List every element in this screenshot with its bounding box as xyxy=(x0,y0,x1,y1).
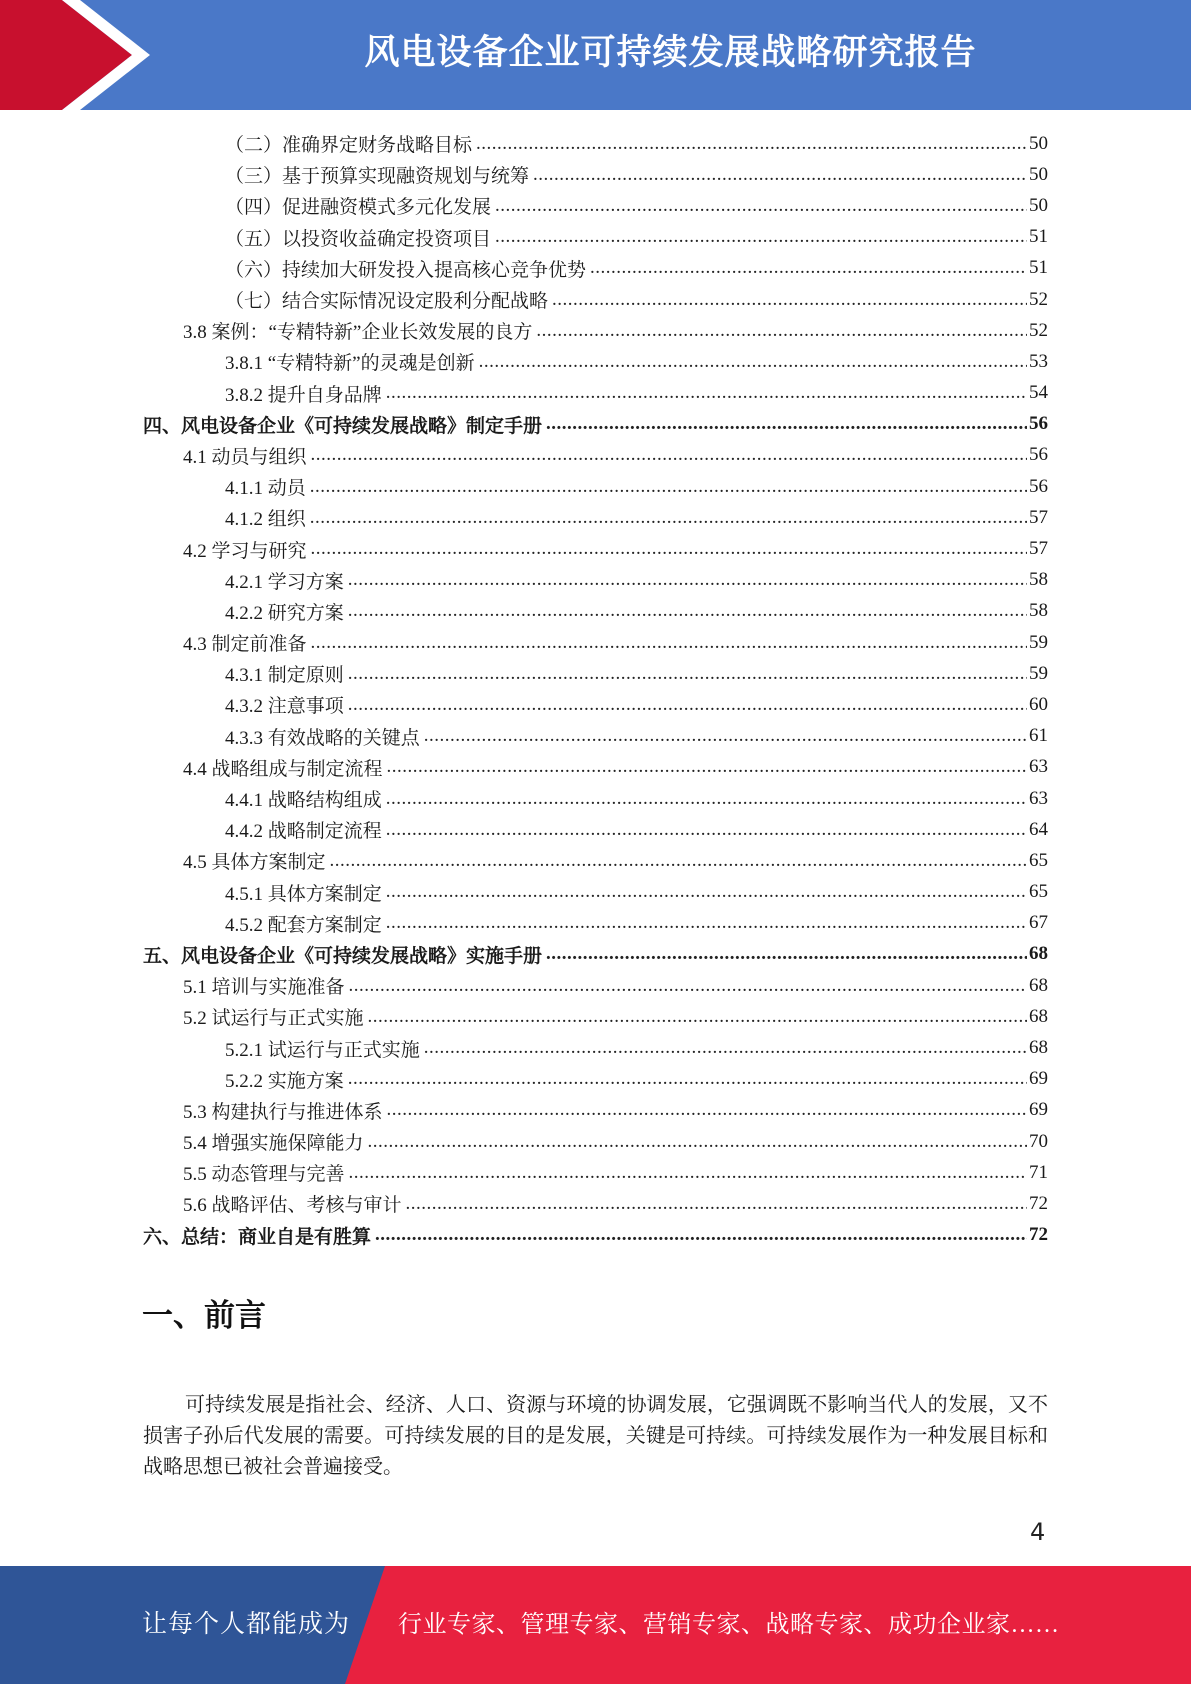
toc-entry[interactable] xyxy=(143,845,1048,876)
toc-entry[interactable] xyxy=(143,1220,1048,1251)
toc-entry[interactable] xyxy=(143,596,1048,627)
toc-entry-label: 4.3.1 制定原则 xyxy=(225,665,344,687)
toc-entry-label: 5.6 战略评估、考核与审计 xyxy=(183,1195,402,1217)
toc-entry-label: （五）以投资收益确定投资项目 xyxy=(225,228,492,250)
toc-entry-label: 4.3.3 有效战略的关键点 xyxy=(225,727,420,749)
toc-entry-page: 65 xyxy=(1029,881,1048,903)
toc-dot-leader xyxy=(386,881,1027,903)
toc-entry[interactable] xyxy=(143,1032,1048,1063)
toc-dot-leader xyxy=(424,1037,1027,1059)
toc-entry[interactable] xyxy=(143,1188,1048,1219)
toc-entry-label: 4.3.2 注意事项 xyxy=(225,696,344,718)
toc-dot-leader xyxy=(495,195,1027,217)
toc-entry-page: 68 xyxy=(1029,974,1048,996)
toc-entry-page: 69 xyxy=(1029,1068,1048,1090)
toc-entry[interactable] xyxy=(143,222,1048,253)
toc-dot-leader xyxy=(479,351,1027,373)
toc-entry-label: （二）准确界定财务战略目标 xyxy=(225,135,473,157)
toc-entry[interactable] xyxy=(143,908,1048,939)
toc-dot-leader xyxy=(311,538,1027,560)
toc-entry-label: 4.4 战略组成与制定流程 xyxy=(183,758,383,780)
toc-entry-label: 5.2.2 实施方案 xyxy=(225,1070,344,1092)
toc-entry[interactable] xyxy=(143,752,1048,783)
toc-entry-label: 4.2 学习与研究 xyxy=(183,540,307,562)
toc-entry-label: 4.5 具体方案制定 xyxy=(183,852,326,874)
toc-entry-label: （六）持续加大研发投入提高核心竞争优势 xyxy=(225,259,587,281)
toc-entry-label: 5.2 试运行与正式实施 xyxy=(183,1008,364,1030)
section-heading: 一、前言 xyxy=(142,1298,266,1334)
toc-dot-leader xyxy=(349,1162,1027,1184)
toc-entry[interactable] xyxy=(143,689,1048,720)
toc-entry-page: 51 xyxy=(1029,226,1048,248)
toc-dot-leader xyxy=(533,164,1027,186)
toc-entry-page: 64 xyxy=(1029,818,1048,840)
toc-entry-page: 57 xyxy=(1029,538,1048,560)
toc-entry[interactable] xyxy=(143,253,1048,284)
toc-dot-leader xyxy=(348,694,1027,716)
toc-dot-leader xyxy=(536,320,1027,342)
toc-dot-leader xyxy=(387,756,1027,778)
toc-entry-label: 4.3 制定前准备 xyxy=(183,634,307,656)
toc-entry[interactable] xyxy=(143,159,1048,190)
toc-entry-label: 4.5.2 配套方案制定 xyxy=(225,914,382,936)
toc-entry-page: 58 xyxy=(1029,569,1048,591)
toc-entry[interactable] xyxy=(143,939,1048,970)
toc-entry-page: 72 xyxy=(1029,1224,1048,1246)
toc-dot-leader xyxy=(348,569,1027,591)
toc-entry[interactable] xyxy=(143,627,1048,658)
toc-entry-label: 4.5.1 具体方案制定 xyxy=(225,883,382,905)
toc-entry-label: 3.8.1 “专精特新”的灵魂是创新 xyxy=(225,353,475,375)
toc-dot-leader xyxy=(406,1193,1027,1215)
toc-dot-leader xyxy=(348,1068,1027,1090)
toc-entry-page: 58 xyxy=(1029,600,1048,622)
toc-entry-page: 57 xyxy=(1029,506,1048,528)
toc-entry-page: 56 xyxy=(1029,475,1048,497)
toc-dot-leader xyxy=(349,975,1027,997)
toc-entry[interactable] xyxy=(143,440,1048,471)
toc-entry[interactable] xyxy=(143,658,1048,689)
toc-entry-page: 53 xyxy=(1029,350,1048,372)
toc-dot-leader xyxy=(546,413,1027,435)
toc-dot-leader xyxy=(310,476,1027,498)
toc-dot-leader xyxy=(386,819,1027,841)
toc-entry-label: 5.5 动态管理与完善 xyxy=(183,1164,345,1186)
footer-slogan-left: 让每个人都能成为 xyxy=(142,1611,351,1638)
toc-dot-leader xyxy=(348,663,1027,685)
toc-entry[interactable] xyxy=(143,1126,1048,1157)
toc-entry[interactable] xyxy=(143,783,1048,814)
toc-entry-label: 五、风电设备企业《可持续发展战略》实施手册 xyxy=(143,945,543,967)
toc-dot-leader xyxy=(386,788,1027,810)
toc-entry-label: 六、总结：商业自是有胜算 xyxy=(143,1226,372,1248)
toc-entry-label: 4.1.2 组织 xyxy=(225,509,306,531)
toc-entry[interactable] xyxy=(143,128,1048,159)
toc-entry-label: 3.8.2 提升自身品牌 xyxy=(225,384,382,406)
toc-entry[interactable] xyxy=(143,315,1048,346)
toc-entry-page: 59 xyxy=(1029,662,1048,684)
table-of-contents xyxy=(143,128,1048,1251)
page-footer xyxy=(0,1566,1191,1684)
toc-entry[interactable] xyxy=(143,284,1048,315)
toc-entry-page: 67 xyxy=(1029,912,1048,934)
toc-entry[interactable] xyxy=(143,378,1048,409)
toc-entry-label: 5.1 培训与实施准备 xyxy=(183,977,345,999)
toc-dot-leader xyxy=(552,289,1027,311)
toc-entry-page: 56 xyxy=(1029,413,1048,435)
page-number: 4 xyxy=(1030,1518,1046,1546)
body-paragraph: 可持续发展是指社会、经济、人口、资源与环境的协调发展，它强调既不影响当代人的发展，又不损害子孙后代发展的需要。可持续发展的目的是发展，关键是可持续。可持续发展作为一种发展目标和战略思想已被社会普遍接受。 xyxy=(143,1394,1048,1478)
toc-entry[interactable] xyxy=(143,502,1048,533)
toc-entry-label: 4.4.1 战略结构组成 xyxy=(225,790,382,812)
footer-slogan-right: 行业专家、管理专家、营销专家、战略专家、成功企业家…… xyxy=(398,1612,1060,1638)
toc-dot-leader xyxy=(330,850,1027,872)
toc-dot-leader xyxy=(424,725,1027,747)
toc-entry-page: 61 xyxy=(1029,725,1048,747)
toc-entry[interactable] xyxy=(143,190,1048,221)
toc-dot-leader xyxy=(310,507,1027,529)
toc-entry-label: （三）基于预算实现融资规划与统筹 xyxy=(225,166,530,188)
toc-entry-page: 68 xyxy=(1029,1037,1048,1059)
toc-entry-page: 63 xyxy=(1029,756,1048,778)
toc-entry-page: 59 xyxy=(1029,631,1048,653)
toc-dot-leader xyxy=(387,1099,1027,1121)
toc-entry[interactable] xyxy=(143,1157,1048,1188)
toc-entry[interactable] xyxy=(143,471,1048,502)
toc-entry-page: 65 xyxy=(1029,849,1048,871)
document-title: 风电设备企业可持续发展战略研究报告 xyxy=(364,33,977,73)
toc-entry[interactable] xyxy=(143,1001,1048,1032)
toc-entry-label: 4.1.1 动员 xyxy=(225,478,306,500)
toc-entry-label: 5.2.1 试运行与正式实施 xyxy=(225,1039,420,1061)
toc-entry-label: 四、风电设备企业《可持续发展战略》制定手册 xyxy=(143,415,543,437)
toc-dot-leader xyxy=(386,382,1027,404)
toc-entry-page: 51 xyxy=(1029,257,1048,279)
toc-entry[interactable] xyxy=(143,970,1048,1001)
toc-entry-page: 72 xyxy=(1029,1192,1048,1214)
toc-entry-page: 70 xyxy=(1029,1130,1048,1152)
toc-dot-leader xyxy=(311,632,1027,654)
toc-entry[interactable] xyxy=(143,721,1048,752)
toc-entry-page: 50 xyxy=(1029,194,1048,216)
toc-entry-page: 52 xyxy=(1029,319,1048,341)
toc-entry[interactable] xyxy=(143,565,1048,596)
toc-dot-leader xyxy=(375,1224,1027,1246)
toc-entry[interactable] xyxy=(143,409,1048,440)
toc-entry-page: 50 xyxy=(1029,132,1048,154)
toc-entry-label: 4.1 动员与组织 xyxy=(183,446,307,468)
toc-entry-page: 68 xyxy=(1029,1005,1048,1027)
toc-entry[interactable] xyxy=(143,814,1048,845)
toc-dot-leader xyxy=(368,1131,1027,1153)
toc-entry-page: 56 xyxy=(1029,444,1048,466)
toc-entry-page: 68 xyxy=(1029,943,1048,965)
toc-dot-leader xyxy=(348,600,1027,622)
toc-entry-page: 60 xyxy=(1029,693,1048,715)
toc-dot-leader xyxy=(590,257,1027,279)
toc-entry-page: 52 xyxy=(1029,288,1048,310)
toc-entry-label: 4.2.2 研究方案 xyxy=(225,602,344,624)
toc-entry-label: 3.8 案例：“专精特新”企业长效发展的良方 xyxy=(183,322,533,344)
toc-dot-leader xyxy=(368,1006,1027,1028)
page-header xyxy=(0,0,1191,110)
toc-entry-page: 63 xyxy=(1029,787,1048,809)
toc-entry[interactable] xyxy=(143,1064,1048,1095)
toc-entry-label: 5.3 构建执行与推进体系 xyxy=(183,1101,383,1123)
toc-entry[interactable] xyxy=(143,877,1048,908)
toc-entry-label: （七）结合实际情况设定股利分配战略 xyxy=(225,291,549,313)
toc-dot-leader xyxy=(476,133,1027,155)
toc-entry-page: 50 xyxy=(1029,163,1048,185)
toc-dot-leader xyxy=(495,226,1027,248)
toc-entry-page: 69 xyxy=(1029,1099,1048,1121)
toc-entry-page: 71 xyxy=(1029,1161,1048,1183)
toc-entry-label: 4.2.1 学习方案 xyxy=(225,571,344,593)
toc-dot-leader xyxy=(546,943,1027,965)
toc-dot-leader xyxy=(386,912,1027,934)
toc-entry-label: （四）促进融资模式多元化发展 xyxy=(225,197,492,219)
toc-entry-label: 5.4 增强实施保障能力 xyxy=(183,1133,364,1155)
toc-dot-leader xyxy=(311,444,1027,466)
toc-entry[interactable] xyxy=(143,533,1048,564)
toc-entry[interactable] xyxy=(143,1095,1048,1126)
toc-entry-page: 54 xyxy=(1029,382,1048,404)
toc-entry[interactable] xyxy=(143,346,1048,377)
toc-entry-label: 4.4.2 战略制定流程 xyxy=(225,821,382,843)
